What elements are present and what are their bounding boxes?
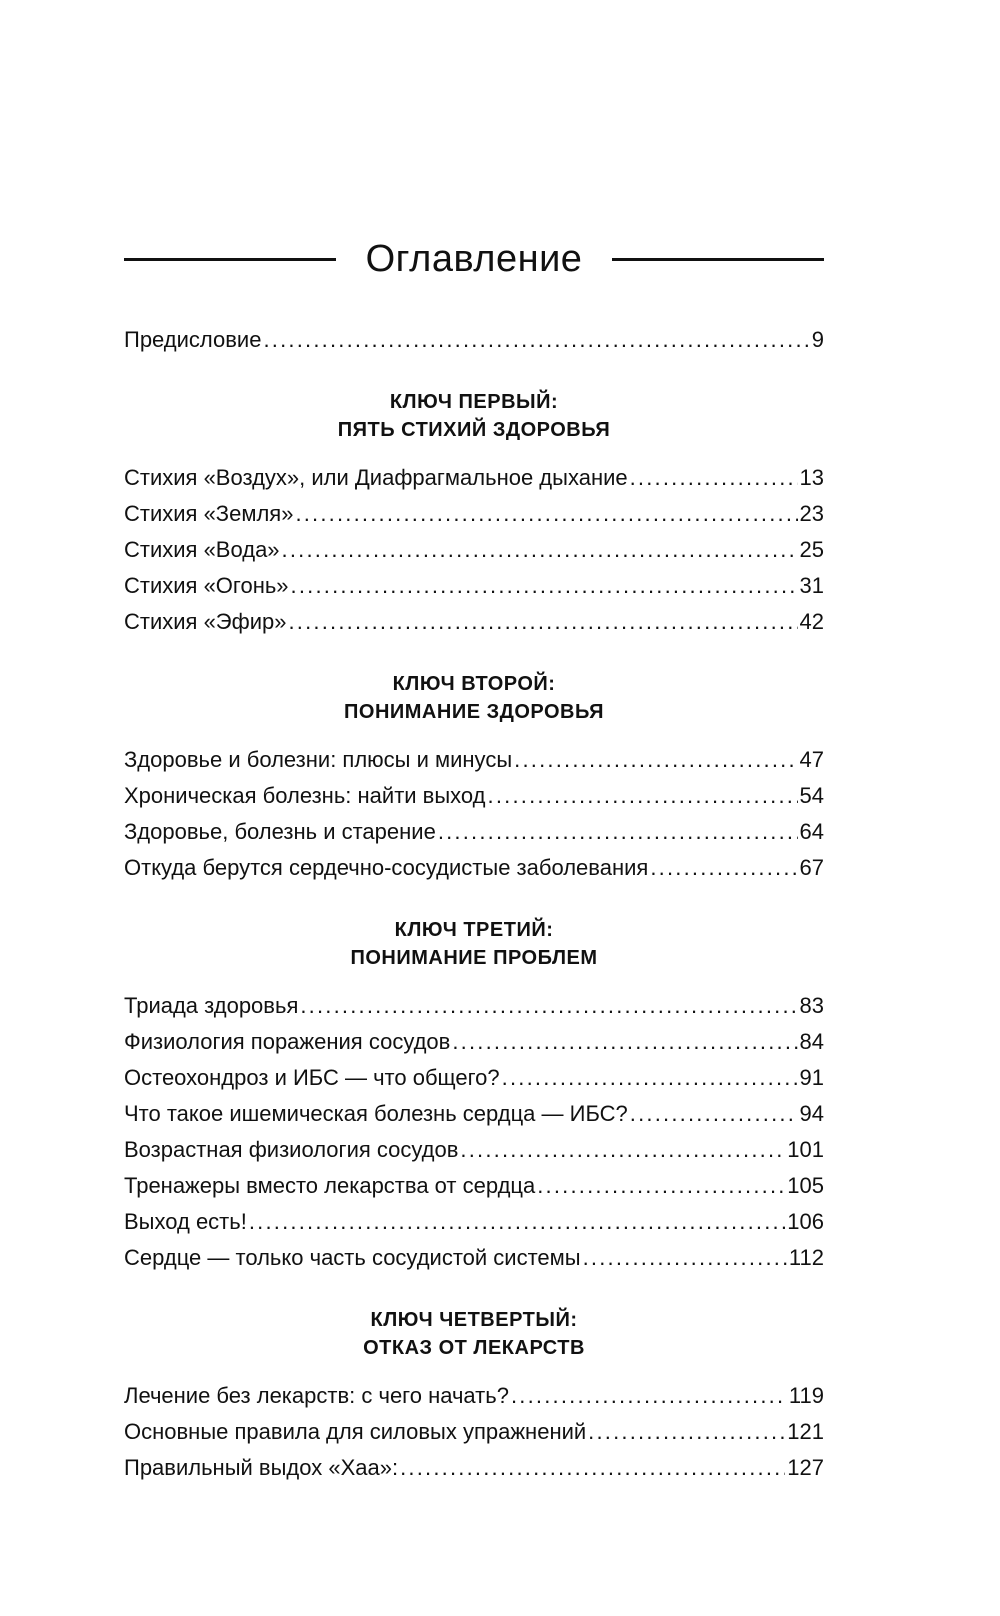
dot-leader xyxy=(400,1450,785,1486)
toc-entry[interactable] xyxy=(124,1414,824,1450)
toc-entry-page: 31 xyxy=(799,573,824,598)
toc-entry-page: 83 xyxy=(799,993,824,1018)
toc-entry[interactable] xyxy=(124,778,824,814)
toc-entry-title: Здоровье и болезни: плюсы и минусы xyxy=(124,747,513,772)
toc-entry-title: Хроническая болезнь: найти выход xyxy=(124,783,486,808)
toc-entry-page: 94 xyxy=(799,1101,824,1126)
toc-entry[interactable] xyxy=(124,604,824,640)
title-rule-left xyxy=(124,258,336,261)
dot-leader xyxy=(263,322,809,358)
toc-entry-title: Стихия «Вода» xyxy=(124,537,280,562)
dot-leader xyxy=(460,1132,785,1168)
toc-entry-title: Триада здоровья xyxy=(124,993,299,1018)
toc-entry-title: Откуда берутся сердечно-сосудистые заболевания xyxy=(124,855,649,880)
table-of-contents xyxy=(124,322,824,1486)
toc-entry[interactable] xyxy=(124,1378,824,1414)
toc-entry[interactable] xyxy=(124,1450,824,1486)
toc-entry-title: Здоровье, болезнь и старение xyxy=(124,819,436,844)
dot-leader xyxy=(537,1168,785,1204)
dot-leader xyxy=(295,496,797,532)
toc-entry[interactable] xyxy=(124,1132,824,1168)
toc-entry-page: 112 xyxy=(788,1245,824,1270)
toc-entry-page: 23 xyxy=(799,501,824,526)
toc-entry-page: 42 xyxy=(799,609,824,634)
toc-entry-title: Предисловие xyxy=(124,327,262,352)
toc-entry-page: 84 xyxy=(799,1029,824,1054)
dot-leader xyxy=(249,1204,785,1240)
toc-entry-page: 67 xyxy=(799,855,824,880)
section-heading xyxy=(124,1306,824,1362)
page-title: Оглавление xyxy=(365,238,583,280)
dot-leader xyxy=(288,604,797,640)
toc-entry-page: 25 xyxy=(799,537,824,562)
section-heading xyxy=(124,916,824,972)
dot-leader xyxy=(452,1024,797,1060)
dot-leader xyxy=(488,778,798,814)
dot-leader xyxy=(630,460,798,496)
toc-entry-page: 119 xyxy=(788,1383,824,1408)
toc-entry-title: Стихия «Воздух», или Диафрагмальное дыхание xyxy=(124,465,628,490)
toc-entry-title: Стихия «Огонь» xyxy=(124,573,289,598)
toc-entry[interactable] xyxy=(124,814,824,850)
toc-entry-page: 127 xyxy=(787,1455,824,1480)
toc-entry[interactable] xyxy=(124,1024,824,1060)
dot-leader xyxy=(588,1414,785,1450)
toc-entry-preface[interactable] xyxy=(124,322,824,358)
toc-entry[interactable] xyxy=(124,742,824,778)
toc-entry-page: 9 xyxy=(811,327,824,352)
toc-entry-title: Правильный выдох «Хаа»: xyxy=(124,1455,399,1480)
toc-entry[interactable] xyxy=(124,568,824,604)
section-key: КЛЮЧ ПЕРВЫЙ: xyxy=(389,391,559,413)
toc-entry[interactable] xyxy=(124,1204,824,1240)
toc-entry[interactable] xyxy=(124,1060,824,1096)
toc-header xyxy=(124,236,824,282)
toc-entry[interactable] xyxy=(124,850,824,886)
toc-entry[interactable] xyxy=(124,496,824,532)
section-subtitle: ОТКАЗ ОТ ЛЕКАРСТВ xyxy=(363,1337,585,1359)
dot-leader xyxy=(514,742,797,778)
dot-leader xyxy=(300,988,797,1024)
toc-entry-page: 54 xyxy=(799,783,824,808)
section-heading xyxy=(124,388,824,444)
toc-entry-page: 13 xyxy=(799,465,824,490)
toc-entry-title: Остеохондроз и ИБС — что общего? xyxy=(124,1065,500,1090)
toc-entry-page: 101 xyxy=(787,1137,824,1162)
toc-entry-page: 91 xyxy=(799,1065,824,1090)
section-key: КЛЮЧ ТРЕТИЙ: xyxy=(394,919,554,941)
toc-entry-title: Стихия «Земля» xyxy=(124,501,294,526)
toc-entry[interactable] xyxy=(124,1096,824,1132)
toc-entry-page: 121 xyxy=(787,1419,824,1444)
section-heading xyxy=(124,670,824,726)
toc-entry-title: Возрастная физиология сосудов xyxy=(124,1137,459,1162)
section-subtitle: ПОНИМАНИЕ ЗДОРОВЬЯ xyxy=(344,701,604,723)
section-key: КЛЮЧ ВТОРОЙ: xyxy=(392,673,556,695)
dot-leader xyxy=(502,1060,798,1096)
toc-entry[interactable] xyxy=(124,988,824,1024)
toc-entry-title: Что такое ишемическая болезнь сердца — ИБС? xyxy=(124,1101,628,1126)
toc-entry-page: 106 xyxy=(787,1209,824,1234)
toc-entry[interactable] xyxy=(124,1240,824,1276)
dot-leader xyxy=(583,1240,787,1276)
section-subtitle: ПЯТЬ СТИХИЙ ЗДОРОВЬЯ xyxy=(337,419,611,441)
section-subtitle: ПОНИМАНИЕ ПРОБЛЕМ xyxy=(350,947,598,969)
dot-leader xyxy=(438,814,798,850)
toc-entry[interactable] xyxy=(124,1168,824,1204)
toc-entry-page: 47 xyxy=(799,747,824,772)
dot-leader xyxy=(630,1096,798,1132)
toc-entry-title: Сердце — только часть сосудистой системы xyxy=(124,1245,581,1270)
section-key: КЛЮЧ ЧЕТВЕРТЫЙ: xyxy=(370,1309,578,1331)
toc-entry[interactable] xyxy=(124,532,824,568)
dot-leader xyxy=(282,532,798,568)
title-rule-right xyxy=(612,258,824,261)
dot-leader xyxy=(650,850,797,886)
toc-entry-title: Физиология поражения сосудов xyxy=(124,1029,451,1054)
toc-entry-page: 64 xyxy=(799,819,824,844)
toc-entry-title: Лечение без лекарств: с чего начать? xyxy=(124,1383,509,1408)
toc-entry[interactable] xyxy=(124,460,824,496)
toc-entry-title: Основные правила для силовых упражнений xyxy=(124,1419,587,1444)
toc-entry-title: Тренажеры вместо лекарства от сердца xyxy=(124,1173,536,1198)
toc-entry-page: 105 xyxy=(787,1173,824,1198)
dot-leader xyxy=(291,568,798,604)
dot-leader xyxy=(511,1378,787,1414)
toc-entry-title: Стихия «Эфир» xyxy=(124,609,287,634)
toc-entry-title: Выход есть! xyxy=(124,1209,247,1234)
